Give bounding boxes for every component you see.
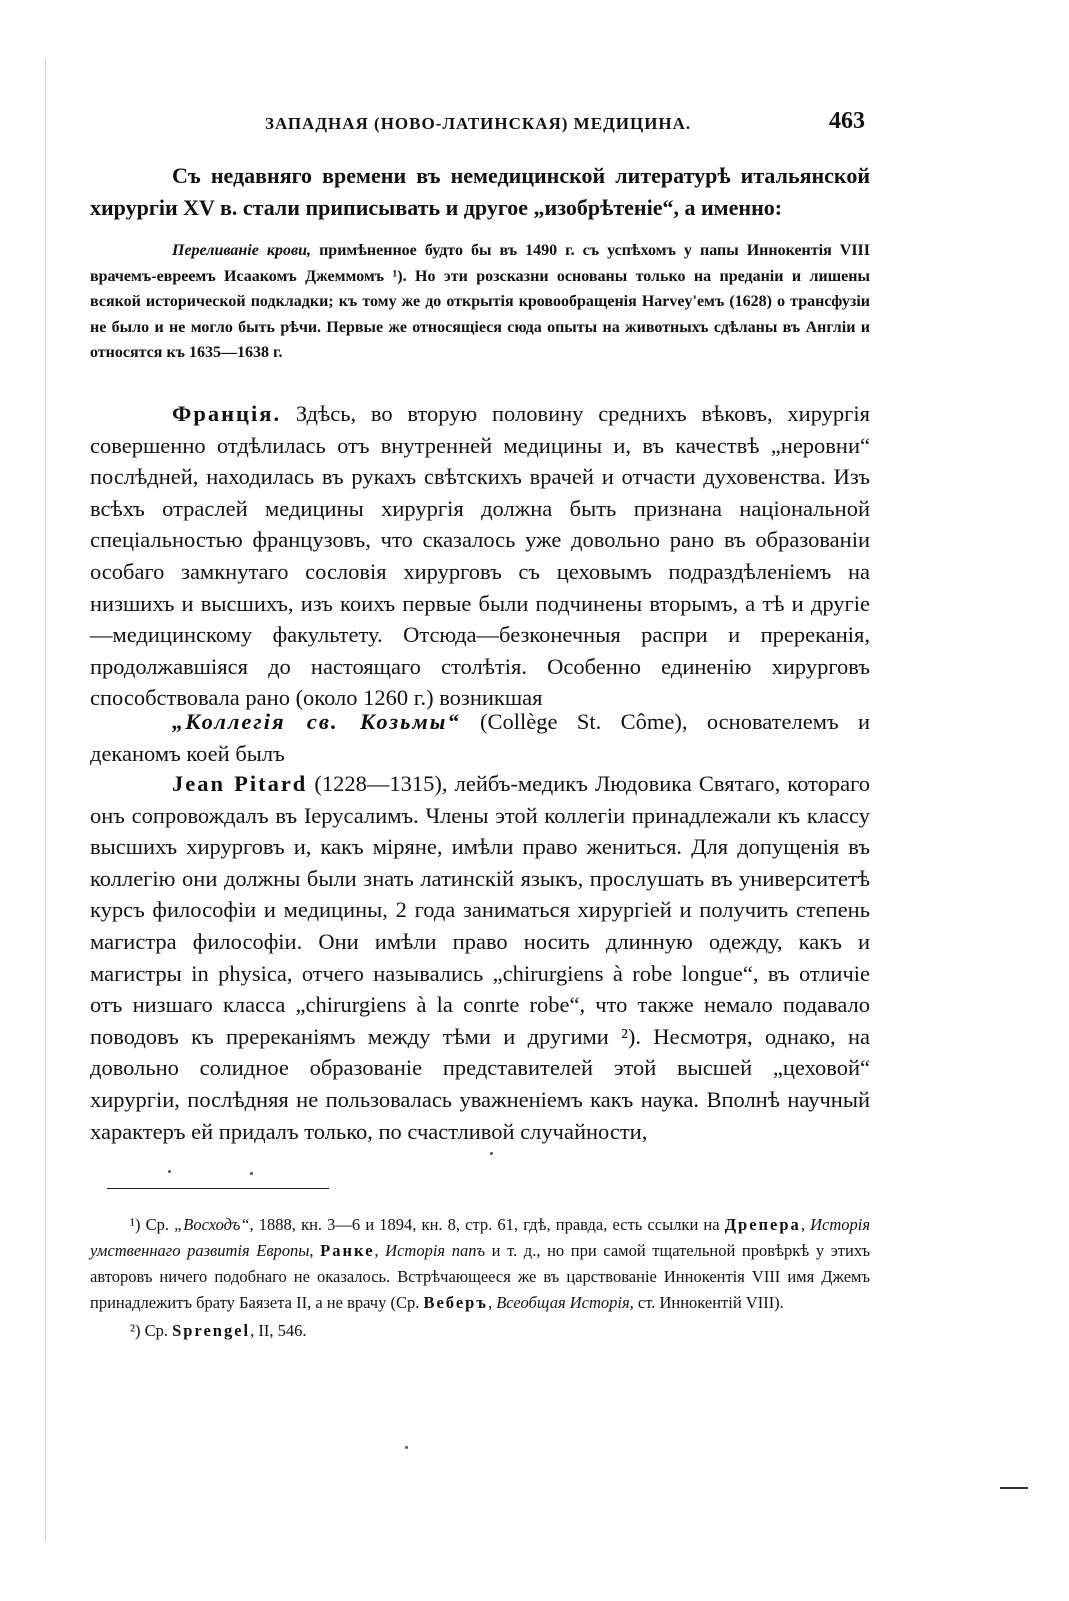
fn1-title: Всеобщая Исторія <box>496 1293 630 1312</box>
fn1-author-draper: Дрепера <box>724 1215 801 1234</box>
paragraph-france-text: Здѣсь, во вторую половину среднихъ вѣковъ, хирургія совершенно отдѣлилась отъ внутренней медицины и, въ качествѣ „неровни“ послѣдней, находилась въ рукахъ свѣтскихъ врачей и отчасти духовенства. Изъ всѣхъ отраслей медицины хирургія должна быть признана національной спеціальностью французовъ, что сказалось уже довольно рано въ образованіи особаго замкнутаго сословія хирурговъ съ цеховымъ подраздѣленіемъ на низшихъ и высшихъ, изъ коихъ первые были подчинены вторымъ, а тѣ и другіе—медицинскому факультету. Отсюда—безконечныя распри и пререканія, продолжавшіяся до настоящаго столѣтія. Особенно единенію хирурговъ способствовала рано (около 1260 г.) возникшая <box>90 401 870 711</box>
fn1-part: ¹) Ср. <box>130 1215 175 1234</box>
paragraph-pitard-text: (1228—1315), лейбъ-медикъ Людовика Святаго, котораго онъ сопровождалъ въ Іерусалимъ. Члены этой коллегіи принадлежали къ классу высшихъ хирурговъ и, какъ міряне, имѣли право жениться. Для допущенія въ коллегію они должны были знать латинскій языкъ, прослушать въ университетѣ курсъ философіи и медицины, 2 года заниматься хирургіей и получить степень магистра философіи. Они имѣли право носить длинную одежду, какъ и магистры in physica, отчего назывались „chirurgiens à robe longue“, въ отличіе отъ низшаго класса „chirurgiens à la conrte robe“, что также немало подавало поводовъ къ пререканіямъ между тѣми и другими ²). Несмотря, однако, на довольно солидное образованіе представителей этой высшей „цеховой“ хирургіи, послѣдняя не пользовалась уважненіемъ какъ наука. Вполнѣ научный характеръ ей придалъ только, по счастливой случайности, <box>90 771 870 1144</box>
small-print-paragraph <box>90 238 870 366</box>
footnote-2 <box>90 1318 870 1344</box>
speck <box>168 1170 171 1173</box>
footnote-separator <box>107 1188 329 1189</box>
fn1-part: , <box>487 1293 497 1312</box>
paragraph-college <box>90 706 870 769</box>
fn1-part: , 1888, кн. 3—6 и 1894, кн. 8, стр. 61, гдѣ, правда, есть ссылки на <box>249 1215 725 1234</box>
page-number: 463 <box>829 108 865 134</box>
running-title: ЗАПАДНАЯ (НОВО-ЛАТИНСКАЯ) МЕДИЦИНА. <box>265 114 692 133</box>
fn1-journal: „Восходъ“ <box>174 1215 250 1234</box>
page-edge-line <box>45 60 46 1540</box>
small-print-text: примѣненное будто бы въ 1490 г. съ успѣхомъ у папы Иннокентія VIII врачемъ-евреемъ Исаакомъ Джеммомъ ¹). Но эти розсказни основаны только на преданіи и лишены всякой исторической подкладки; къ тому же до открытія кровообращенія Harvey'емъ (1628) о трансфузіи не было и не могло быть рѣчи. Первые же относящіеся сюда опыты на животныхъ сдѣланы въ Англіи и относятся къ 1635—1638 г. <box>90 242 871 361</box>
fn1-part: и т. д., но при самой тщательной провѣркѣ у этихъ авторовъ ничего подобнаго не оказалось. Встрѣчающееся же въ царствованіе Иннокентія VIII имя Джемъ принадлежитъ брату Баязета II, а не врачу (Ср. <box>90 1241 870 1312</box>
fn1-title: Исторія умственнаго развитія Европы <box>90 1215 870 1260</box>
fn2-part: , II, 546. <box>250 1321 307 1340</box>
speck <box>490 1152 493 1155</box>
speck <box>250 1172 253 1175</box>
fn1-part: , <box>374 1241 386 1260</box>
intro-paragraph: Съ недавняго времени въ немедицинской литературѣ итальянской хирургіи XV в. стали приписывать и другое „изобрѣтеніе“, а именно: <box>90 163 870 220</box>
fn2-author-sprengel: Sprengel <box>172 1321 251 1340</box>
speck <box>405 1446 408 1449</box>
person-name-pitard: Jean Pitard <box>172 771 308 796</box>
paragraph-france <box>90 398 870 714</box>
fn1-author-weber: Веберъ <box>423 1293 488 1312</box>
fn1-part: , <box>309 1241 321 1260</box>
fn2-part: ²) Ср. <box>130 1321 173 1340</box>
paragraph-college-text: (Collège St. Côme), основателемъ и деканомъ коей былъ <box>90 709 870 766</box>
section-heading-france: Франція. <box>172 401 282 426</box>
paragraph-pitard <box>90 768 870 1147</box>
fn1-part: , <box>800 1215 811 1234</box>
term-blood-transfusion: Переливаніе крови, <box>172 242 312 259</box>
fn1-author-ranke: Ранке <box>320 1241 375 1260</box>
fn1-title: Исторія папъ <box>385 1241 486 1260</box>
footnotes <box>90 1212 870 1344</box>
college-name: „Коллегія св. Козьмы“ <box>172 709 461 734</box>
page-header <box>265 108 865 144</box>
fn1-part: , ст. Иннокентій VIII). <box>629 1293 784 1312</box>
footnote-1 <box>90 1212 870 1316</box>
margin-mark <box>1000 1487 1028 1489</box>
